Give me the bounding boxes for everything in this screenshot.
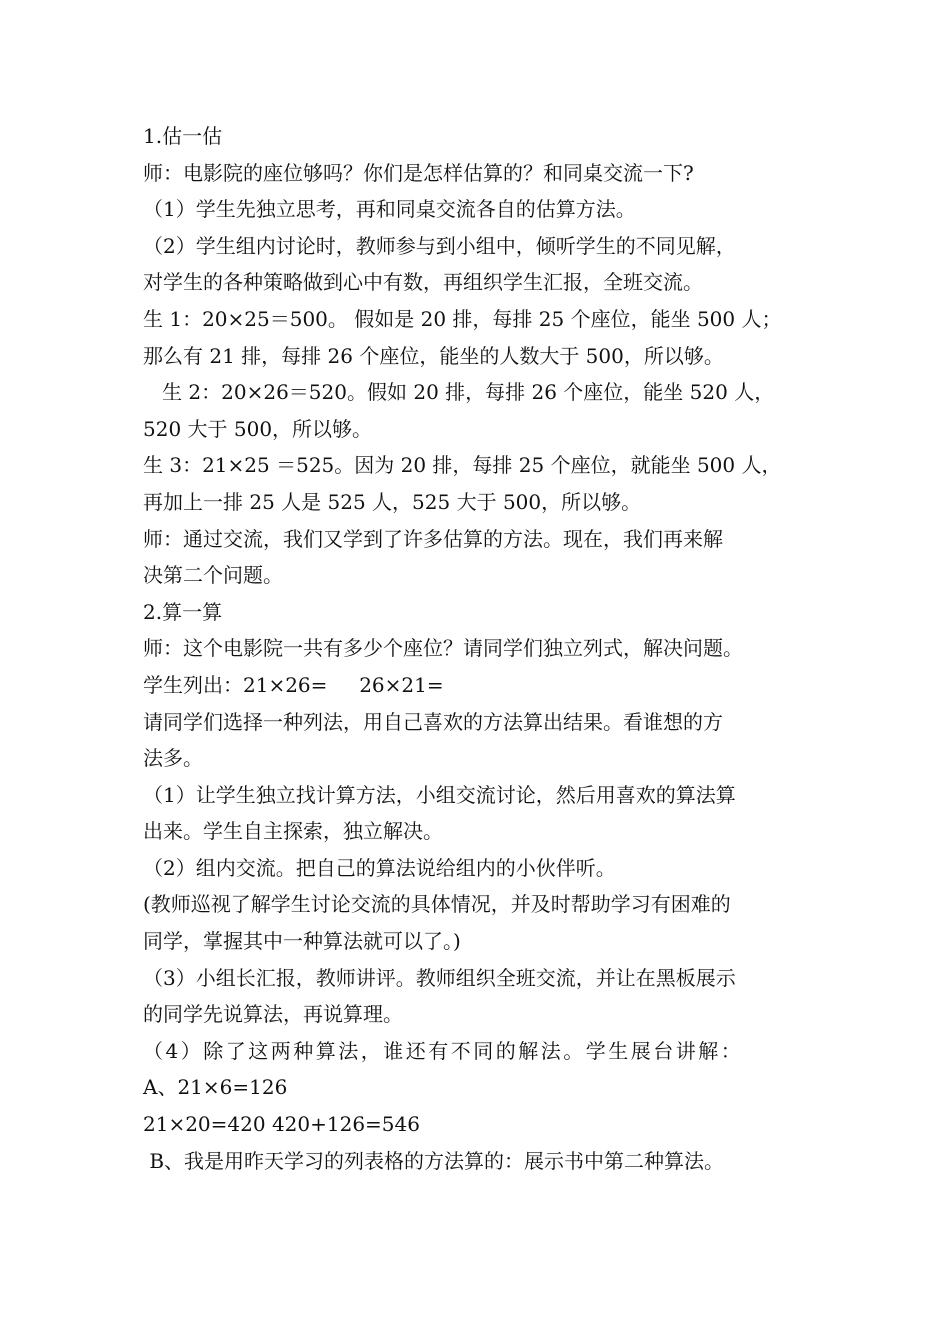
paragraph-line: 学生列出：21×26= 26×21= — [143, 672, 444, 697]
paragraph-line: 师：这个电影院一共有多少个座位？请同学们独立列式，解决问题。 — [143, 636, 743, 661]
paragraph-line: (教师巡视了解学生讨论交流的具体情况，并及时帮助学习有困难的 — [143, 892, 731, 917]
paragraph-line: 生 1：20×25＝500。 假如是 20 排，每排 25 个座位，能坐 500 人； — [143, 306, 782, 331]
paragraph-line: 决第二个问题。 — [143, 563, 283, 588]
paragraph-line: （1）让学生独立找计算方法，小组交流讨论，然后用喜欢的算法算 — [143, 782, 736, 807]
paragraph-line: （3）小组长汇报，教师讲评。教师组织全班交流，并让在黑板展示 — [143, 965, 736, 990]
paragraph-line: （1）学生先独立思考，再和同桌交流各自的估算方法。 — [143, 197, 636, 222]
paragraph-line: 520 大于 500，所以够。 — [143, 416, 373, 441]
paragraph-line: （2）组内交流。把自己的算法说给组内的小伙伴听。 — [143, 855, 616, 880]
section-heading-calculate: 2.算一算 — [143, 599, 223, 624]
equation-line: 21×20=420 420+126=546 — [143, 1112, 420, 1137]
paragraph-line: （4）除了这两种算法，谁还有不同的解法。学生展台讲解： — [143, 1038, 744, 1063]
paragraph-line: 生 3：21×25 ＝525。因为 20 排，每排 25 个座位，就能坐 500 人， — [143, 453, 782, 478]
paragraph-line: 出来。学生自主探索，独立解决。 — [143, 819, 443, 844]
paragraph-line: 生 2：20×26＝520。假如 20 排，每排 26 个座位，能坐 520 人， — [143, 380, 775, 405]
paragraph-line: 师：电影院的座位够吗？你们是怎样估算的？和同桌交流一下? — [143, 160, 694, 185]
paragraph-line: B、我是用昨天学习的列表格的方法算的：展示书中第二种算法。 — [143, 1148, 725, 1173]
paragraph-line: 那么有 21 排，每排 26 个座位，能坐的人数大于 500，所以够。 — [143, 343, 724, 368]
paragraph-line: 师：通过交流，我们又学到了许多估算的方法。现在，我们再来解 — [143, 526, 723, 551]
paragraph-line: （2）学生组内讨论时，教师参与到小组中，倾听学生的不同见解， — [143, 233, 736, 258]
paragraph-line: 法多。 — [143, 746, 203, 771]
paragraph-line: 同学，掌握其中一种算法就可以了。) — [143, 929, 461, 954]
document-body — [143, 118, 815, 1179]
paragraph-line: 再加上一排 25 人是 525 人，525 大于 500，所以够。 — [143, 489, 642, 514]
equation-line: A、21×6=126 — [143, 1075, 288, 1100]
paragraph-line: 的同学先说算法，再说算理。 — [143, 1002, 403, 1027]
section-heading-estimate: 1.估一估 — [143, 124, 223, 148]
paragraph-line: 对学生的各种策略做到心中有数，再组织学生汇报，全班交流。 — [143, 270, 703, 295]
paragraph-line: 请同学们选择一种列法，用自己喜欢的方法算出结果。看谁想的方 — [143, 709, 723, 734]
